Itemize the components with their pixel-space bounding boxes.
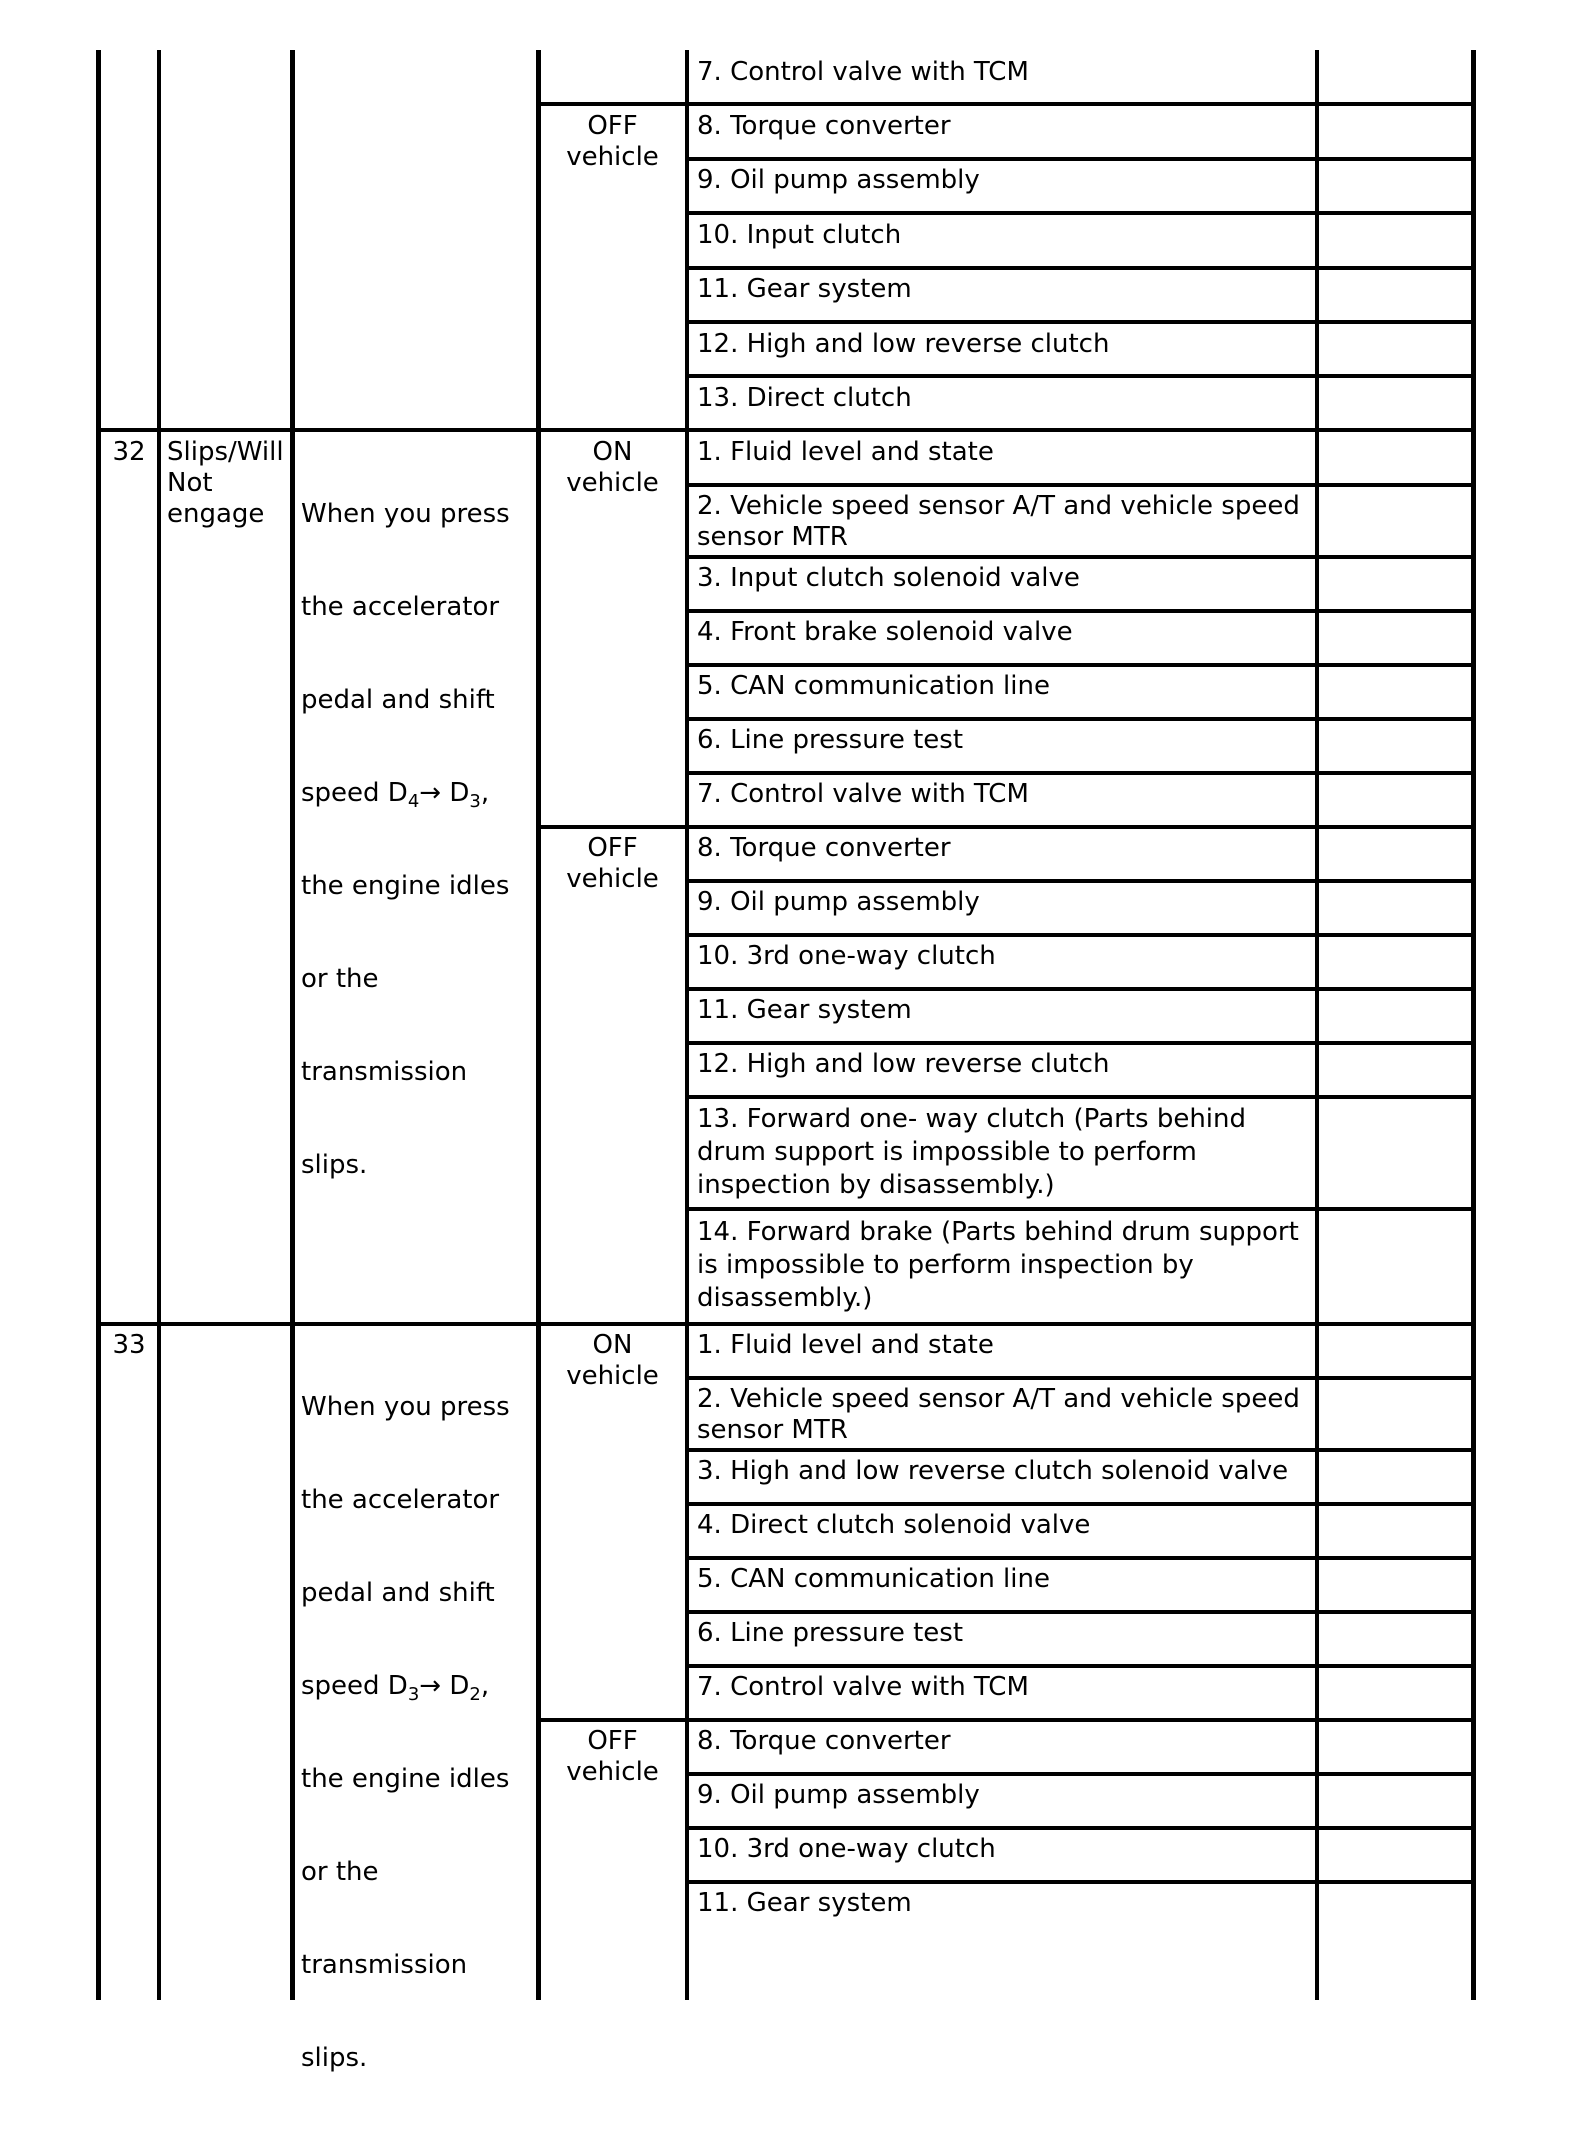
condition-line: When you press bbox=[301, 499, 510, 529]
condition-line: or the bbox=[301, 964, 379, 994]
row-divider bbox=[685, 1610, 1476, 1614]
row-divider bbox=[685, 663, 1476, 667]
subgroup-divider bbox=[536, 1718, 1476, 1722]
condition-line: the accelerator bbox=[301, 592, 500, 622]
row-divider bbox=[685, 987, 1476, 991]
row-divider bbox=[685, 374, 1476, 378]
table-cell-condition bbox=[301, 1330, 533, 2136]
row-divider bbox=[685, 157, 1476, 161]
condition-line: the accelerator bbox=[301, 1485, 500, 1515]
table-cell-number: 33 bbox=[112, 1330, 146, 1360]
table-cell-item: 8. Torque converter bbox=[697, 111, 951, 141]
table-cell-item: 9. Oil pump assembly bbox=[697, 1780, 980, 1810]
table-cell-item: 13. Direct clutch bbox=[697, 383, 912, 413]
table-cell-item: 6. Line pressure test bbox=[697, 725, 964, 755]
condition-shift-line: speed $D_4\to D_3$, bbox=[301, 778, 490, 812]
table-cell-item: 7. Control valve with TCM bbox=[697, 57, 1029, 87]
row-divider bbox=[536, 102, 1476, 106]
row-divider bbox=[685, 555, 1476, 559]
condition-line: transmission bbox=[301, 1057, 468, 1087]
group-divider bbox=[96, 428, 1476, 432]
group-divider bbox=[96, 1322, 1476, 1326]
row-divider bbox=[685, 1041, 1476, 1045]
condition-line: When you press bbox=[301, 1392, 510, 1422]
condition-line: pedal and shift bbox=[301, 1578, 495, 1608]
row-divider bbox=[685, 1376, 1476, 1380]
row-divider bbox=[685, 483, 1476, 487]
condition-shift-line: speed $D_3\to D_2$, bbox=[301, 1671, 490, 1705]
row-divider bbox=[685, 1826, 1476, 1830]
table-cell-item: 12. High and low reverse clutch bbox=[697, 329, 1110, 359]
arrow-icon: → bbox=[419, 1671, 442, 1701]
row-divider bbox=[685, 1502, 1476, 1506]
condition-line: the engine idles bbox=[301, 871, 510, 901]
table-cell-item: 3. High and low reverse clutch solenoid valve bbox=[697, 1456, 1289, 1486]
table-cell-item: 6. Line pressure test bbox=[697, 1618, 964, 1648]
table-cell-state: OFF vehicle bbox=[566, 833, 659, 894]
row-divider bbox=[685, 1880, 1476, 1884]
table-cell-number: 32 bbox=[112, 437, 146, 467]
table-cell-item: 11. Gear system bbox=[697, 274, 912, 304]
table-cell-item: 2. Vehicle speed sensor A/T and vehicle speed sensor MTR bbox=[697, 491, 1300, 552]
row-divider bbox=[685, 717, 1476, 721]
table-cell-item: 3. Input clutch solenoid valve bbox=[697, 563, 1080, 593]
column-divider-condition bbox=[536, 50, 541, 2000]
condition-line: slips. bbox=[301, 1150, 368, 1180]
row-divider bbox=[685, 211, 1476, 215]
table-cell-item: 4. Direct clutch solenoid valve bbox=[697, 1510, 1091, 1540]
table-cell-item: 13. Forward one- way clutch (Parts behind drum support is impossible to perform inspection by disassembly.) bbox=[697, 1104, 1247, 1200]
row-divider bbox=[685, 879, 1476, 883]
column-divider-symptom bbox=[290, 50, 295, 2000]
column-divider-state bbox=[685, 50, 689, 2000]
condition-line: the engine idles bbox=[301, 1764, 510, 1794]
condition-line: or the bbox=[301, 1857, 379, 1887]
column-divider-number bbox=[157, 50, 161, 2000]
table-cell-item: 9. Oil pump assembly bbox=[697, 165, 980, 195]
row-divider bbox=[685, 1207, 1476, 1211]
condition-line: transmission bbox=[301, 1950, 468, 1980]
subgroup-divider bbox=[536, 825, 1476, 829]
table-cell-item: 10. 3rd one-way clutch bbox=[697, 941, 996, 971]
row-divider bbox=[685, 1664, 1476, 1668]
row-divider bbox=[685, 609, 1476, 613]
row-divider bbox=[685, 771, 1476, 775]
row-divider bbox=[685, 1556, 1476, 1560]
condition-line: pedal and shift bbox=[301, 685, 495, 715]
table-cell-state: OFF vehicle bbox=[566, 111, 659, 172]
table-cell-item: 4. Front brake solenoid valve bbox=[697, 617, 1073, 647]
table-cell-item: 12. High and low reverse clutch bbox=[697, 1049, 1110, 1079]
table-cell-item: 8. Torque converter bbox=[697, 1726, 951, 1756]
row-divider bbox=[685, 933, 1476, 937]
table-border-left bbox=[96, 50, 101, 2000]
table-cell-state: ON vehicle bbox=[566, 437, 659, 498]
table-cell-item: 1. Fluid level and state bbox=[697, 1330, 994, 1360]
table-cell-item: 5. CAN communication line bbox=[697, 671, 1050, 701]
table-cell-item: 11. Gear system bbox=[697, 995, 912, 1025]
table-cell-state: OFF vehicle bbox=[566, 1726, 659, 1787]
table-cell-symptom: Slips/Will Not engage bbox=[167, 437, 284, 529]
table-cell-condition bbox=[301, 437, 533, 1243]
table-cell-item: 1. Fluid level and state bbox=[697, 437, 994, 467]
table-cell-item: 9. Oil pump assembly bbox=[697, 887, 980, 917]
table-cell-state: ON vehicle bbox=[566, 1330, 659, 1391]
table-cell-item: 10. 3rd one-way clutch bbox=[697, 1834, 996, 1864]
condition-line: slips. bbox=[301, 2043, 368, 2073]
table-cell-item: 5. CAN communication line bbox=[697, 1564, 1050, 1594]
row-divider bbox=[685, 320, 1476, 324]
row-divider bbox=[685, 266, 1476, 270]
table-cell-item: 11. Gear system bbox=[697, 1888, 912, 1918]
table-cell-item: 14. Forward brake (Parts behind drum support is impossible to perform inspection by disassembly.) bbox=[697, 1217, 1299, 1313]
row-divider bbox=[685, 1448, 1476, 1452]
row-divider bbox=[685, 1772, 1476, 1776]
arrow-icon: → bbox=[419, 778, 442, 808]
row-divider bbox=[685, 1095, 1476, 1099]
table-cell-item: 7. Control valve with TCM bbox=[697, 1672, 1029, 1702]
table-cell-item: 2. Vehicle speed sensor A/T and vehicle speed sensor MTR bbox=[697, 1384, 1300, 1445]
table-cell-item: 8. Torque converter bbox=[697, 833, 951, 863]
table-cell-item: 10. Input clutch bbox=[697, 220, 902, 250]
table-cell-item: 7. Control valve with TCM bbox=[697, 779, 1029, 809]
table-border-right bbox=[1471, 50, 1476, 2000]
